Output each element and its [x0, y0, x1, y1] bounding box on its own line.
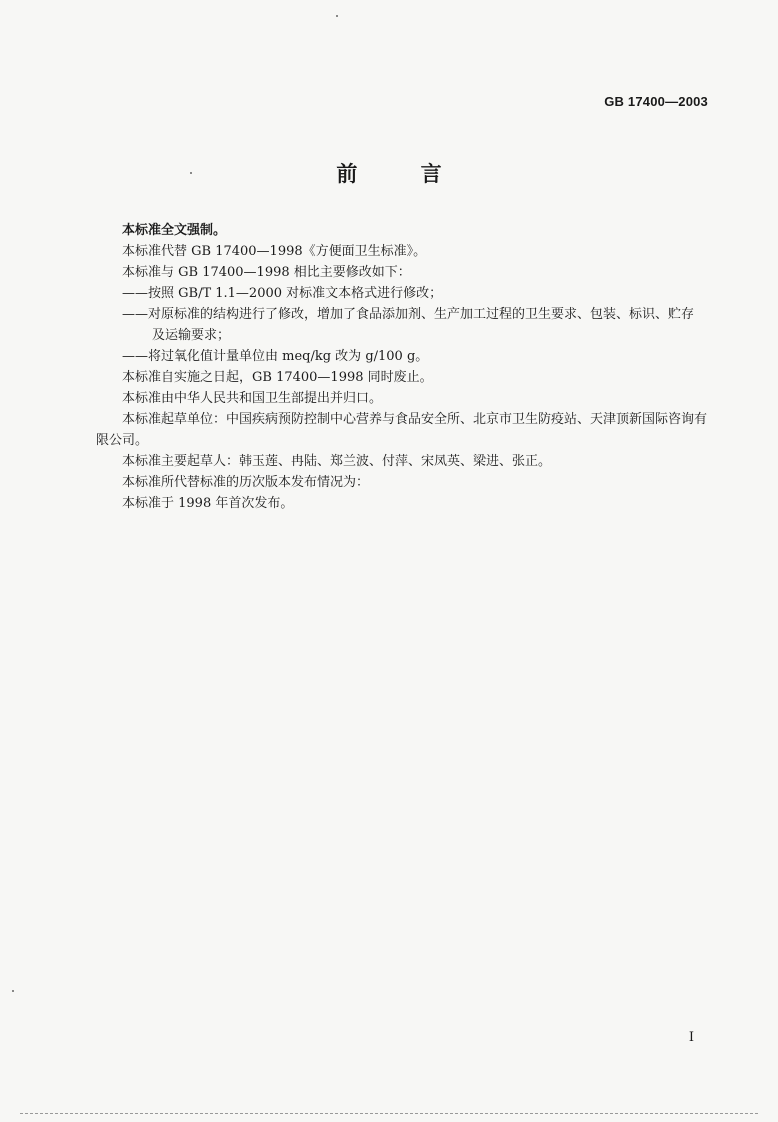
- paragraph-mandatory: 本标准全文强制。: [122, 223, 227, 238]
- change-item-structure-line1: ——对原标准的结构进行了修改，增加了食品添加剂、生产加工过程的卫生要求、包装、标识、贮存: [122, 307, 695, 322]
- change-item-units: ——将过氧化值计量单位由 meq/kg 改为 g/100 g。: [122, 349, 429, 364]
- change-item-format: ——按照 GB/T 1.1—2000 对标准文本格式进行修改；: [122, 286, 443, 301]
- page-number: I: [688, 1030, 694, 1045]
- page-title: 前 言: [336, 161, 470, 186]
- paragraph-abolish: 本标准自实施之日起，GB 17400—1998 同时废止。: [122, 370, 433, 385]
- foreword-body: [96, 220, 708, 514]
- scan-speck: [12, 990, 14, 992]
- scan-edge-line: [20, 1113, 758, 1114]
- paragraph-proposer: 本标准由中华人民共和国卫生部提出并归口。: [122, 391, 383, 406]
- paragraph-history-intro: 本标准所代替标准的历次版本发布情况为：: [122, 475, 370, 490]
- paragraph-first-release: 本标准于 1998 年首次发布。: [122, 496, 294, 511]
- standard-code: GB 17400—2003: [604, 94, 708, 109]
- change-item-structure-line2: 及运输要求；: [152, 328, 231, 343]
- paragraph-replaces: 本标准代替 GB 17400—1998《方便面卫生标准》。: [122, 244, 427, 259]
- scan-speck: [190, 172, 192, 174]
- paragraph-drafting-units: 本标准起草单位：中国疾病预防控制中心营养与食品安全所、北京市卫生防疫站、天津顶新国际咨询有限公司。: [96, 412, 708, 448]
- paragraph-changes-intro: 本标准与 GB 17400—1998 相比主要修改如下：: [122, 265, 411, 280]
- change-item-structure: [96, 304, 708, 346]
- paragraph-drafters: 本标准主要起草人：韩玉莲、冉陆、郑兰波、付萍、宋凤英、梁进、张正。: [122, 454, 552, 469]
- scan-speck: [336, 15, 338, 17]
